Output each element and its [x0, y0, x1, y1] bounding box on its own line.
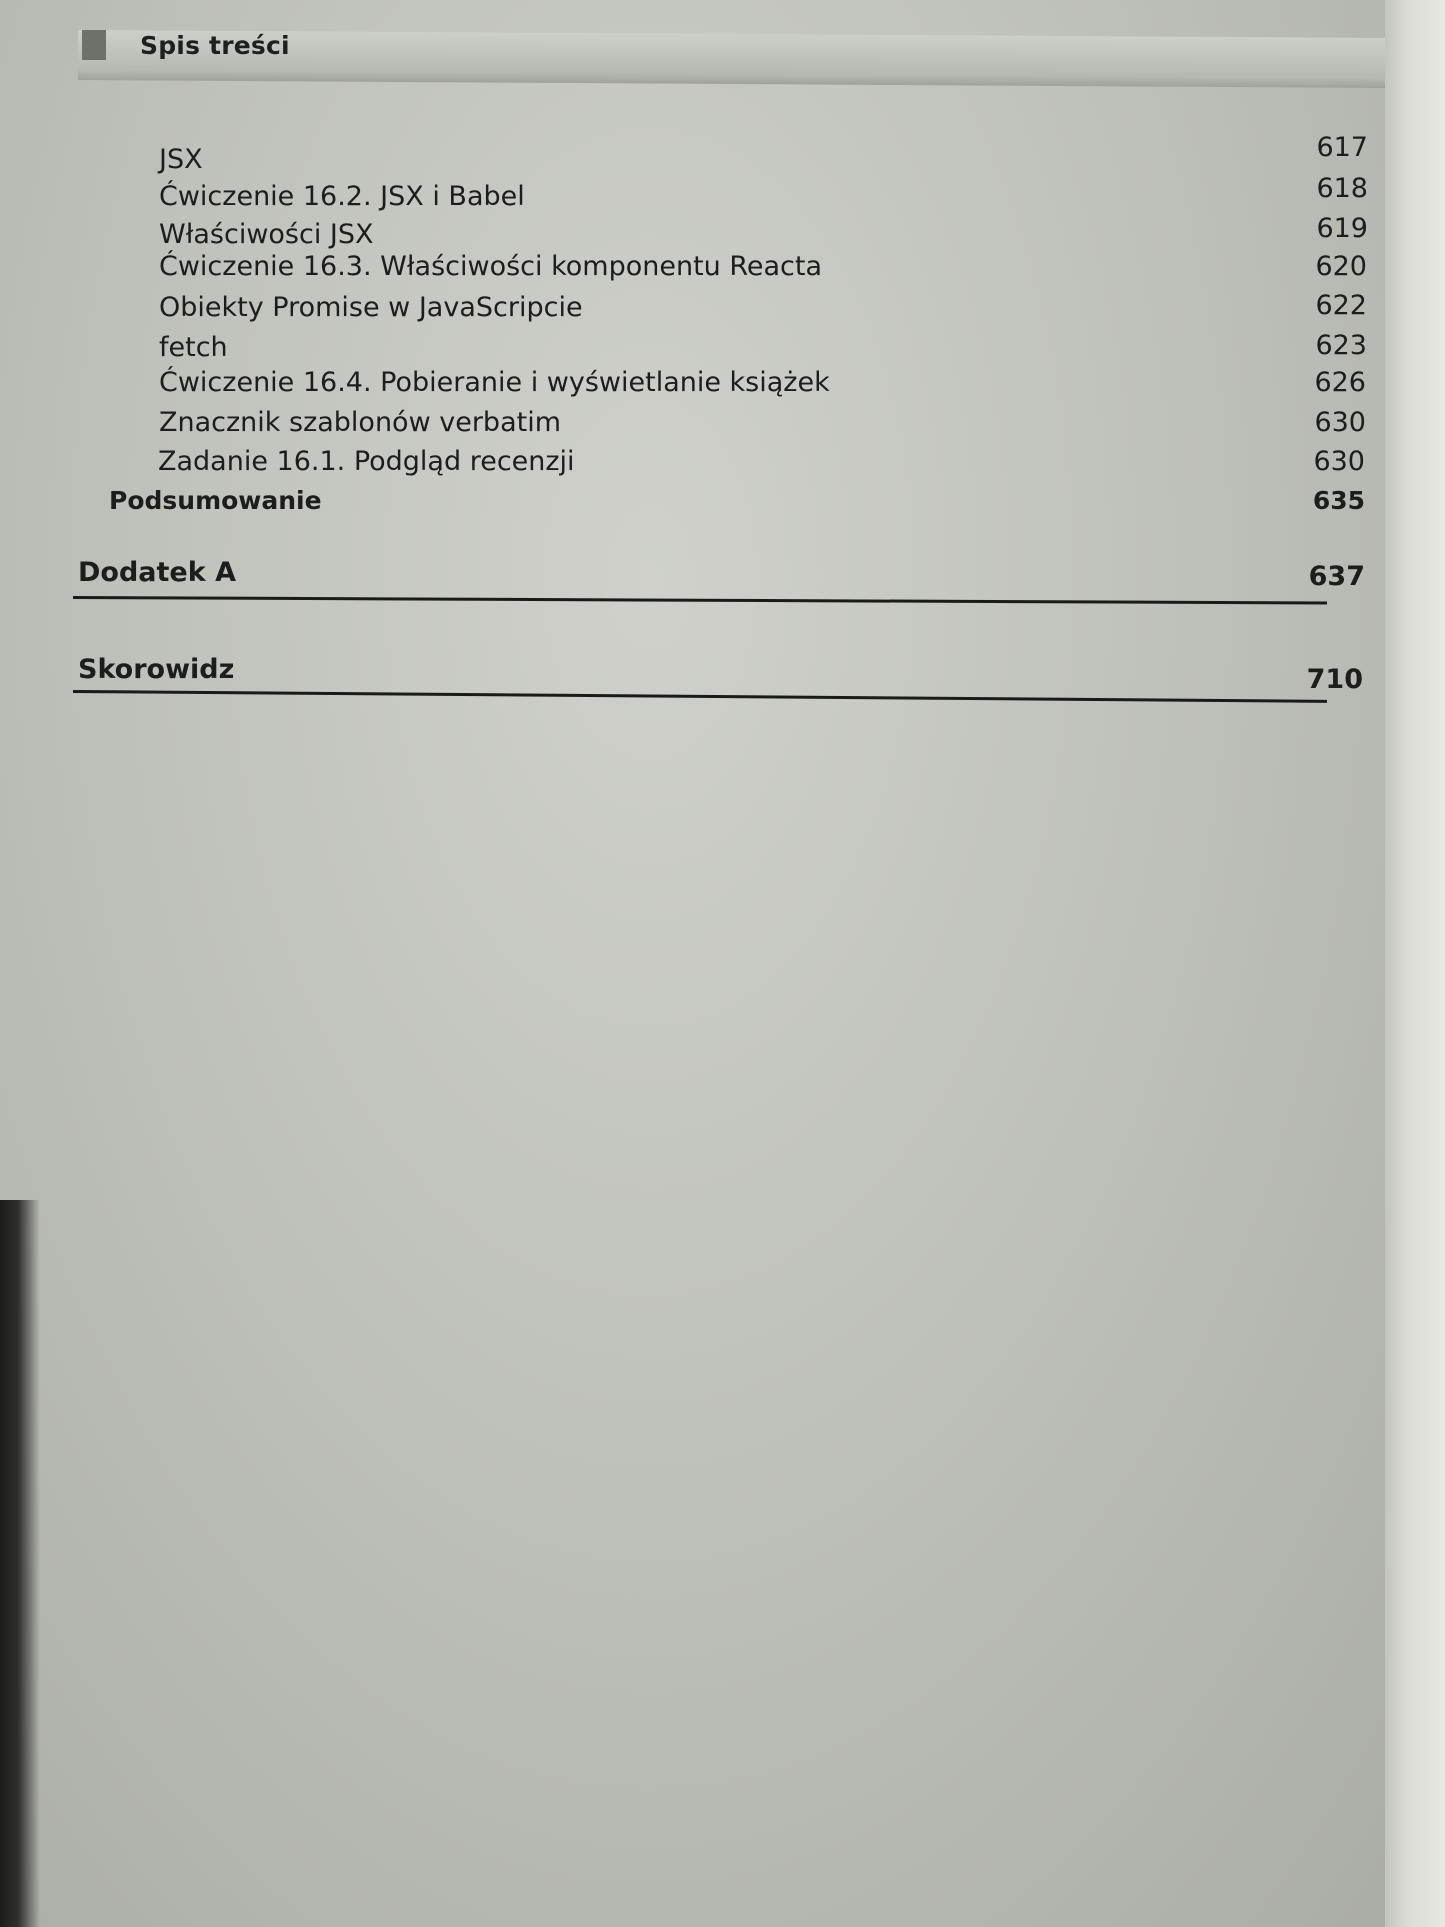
- running-header-title: Spis treści: [140, 31, 290, 60]
- toc-entry-page: 630: [1314, 407, 1366, 438]
- toc-entry-label: Ćwiczenie 16.2. JSX i Babel: [159, 181, 525, 212]
- toc-entry-page: 618: [1316, 173, 1368, 204]
- header-marker: [82, 30, 106, 60]
- toc-entry-label: Właściwości JSX: [159, 219, 374, 250]
- toc-summary-page: 635: [1312, 486, 1365, 515]
- toc-entry-page: 623: [1315, 330, 1367, 361]
- toc-entry-label: Zadanie 16.1. Podgląd recenzji: [158, 446, 575, 477]
- toc-chapter-page: 637: [1308, 561, 1365, 592]
- toc-entry-page: 617: [1316, 132, 1368, 163]
- toc-summary-label: Podsumowanie: [109, 486, 322, 515]
- book-page: [40, 0, 1385, 1927]
- toc-entry-page: 619: [1316, 213, 1368, 244]
- toc-entry-label: Ćwiczenie 16.4. Pobieranie i wyświetlanie książek: [159, 367, 830, 398]
- finger-shadow: [0, 1200, 40, 1927]
- toc-entry-label: JSX: [159, 144, 203, 175]
- toc-entry-label: fetch: [159, 332, 228, 363]
- toc-entry-page: 630: [1313, 446, 1365, 477]
- toc-chapter-page: 710: [1306, 664, 1363, 695]
- toc-entry-label: Znacznik szablonów verbatim: [159, 407, 562, 438]
- toc-entry-label: Ćwiczenie 16.3. Właściwości komponentu Reacta: [159, 251, 823, 282]
- next-page-edge: [1385, 0, 1445, 1927]
- toc-chapter-label: Skorowidz: [78, 654, 235, 685]
- toc-entry-page: 620: [1315, 251, 1367, 282]
- toc-entry-page: 622: [1315, 290, 1367, 321]
- toc-entry-label: Obiekty Promise w JavaScripcie: [159, 292, 583, 323]
- toc-chapter-label: Dodatek A: [78, 557, 236, 588]
- toc-entry-page: 626: [1314, 367, 1366, 398]
